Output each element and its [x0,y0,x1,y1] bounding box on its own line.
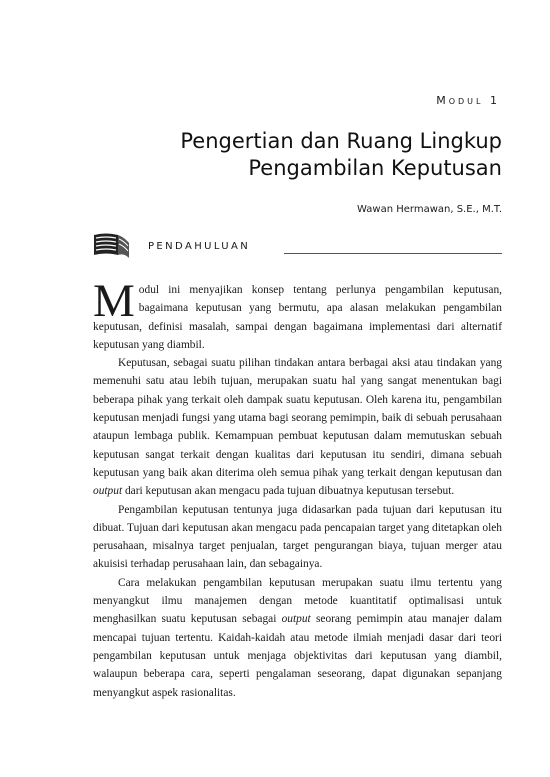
paragraph-3: Pengambilan keputusan tentunya juga didasarkan pada tujuan dari keputusan itu dibuat. Tujuan dari keputusan akan mengacu pada pencapaian target yang ditetapkan oleh perusahaan, misalnya target penjualan, target pengurangan biaya, tujuan merger atau akuisisi terhadap perusahaan lain, dan sebagainya. [93,503,502,571]
italic-term: output [281,613,311,626]
title-line-2: Pengambilan Keputusan [248,156,502,180]
author-name: Wawan Hermawan, S.E., M.T. [357,204,502,215]
italic-term: output [93,485,123,498]
paragraph-4-text-b: seorang pemimpin atau manajer dalam mencapai tujuan tertentu. Kaidah-kaidah atau metode ilmiah menjadi dasar dari teori pengambilan keputusan untuk menjaga objektivitas dari keputusan yang diambil, walaupun beberapa cara, seperti pengalaman seseorang, dapat digunakan sepanjang menyangkut aspek rasionalitas. [93,613,502,699]
book-pages-icon [92,231,132,259]
section-heading: PENDAHULUAN [148,241,251,252]
paragraph-1 [93,275,502,354]
drop-cap: M [93,275,135,327]
paragraph-1-text: odul ini menyajikan konsep tentang perlunya pengambilan keputusan, bagaimana keputusan yang bermutu, apa alasan melakukan pengambilan keputusan, definisi masalah, sampai dengan bagaimana implementasi dari alternatif keputusan yang diambil. [93,284,502,351]
paragraph-4 [93,574,502,702]
section-divider [284,253,502,254]
paragraph-4-text-a: Cara melakukan pengambilan keputusan merupakan suatu ilmu tertentu yang menyangkut ilmu manajemen dengan metode kuantitatif optimalisasi untuk menghasilkan suatu keputusan sebagai [93,576,502,626]
paragraph-2-text-b: dari keputusan akan mengacu pada tujuan dibuatnya keputusan tersebut. [122,485,455,498]
paragraph-2 [93,354,502,500]
paragraph-2-text-a: Keputusan, sebagai suatu pilihan tindakan antara berbagai aksi atau tindakan yang memenuhi satu atau lebih tujuan, merupakan suatu hal yang sangat menentukan bagi beberapa pihak yang terkait oleh dampak suatu keputusan. Oleh karena itu, pengambilan keputusan menjadi fungsi yang utama bagi seorang pemimpin, baik di sebuah perusahaan ataupun lembaga publik. Kemampuan pembuat keputusan dalam memutuskan sebuah keputusan sangat terkait dengan kualitas dari keputusan itu sendiri, dimana sebuah keputusan yang baik akan diterima oleh semua pihak yang terkait dengan keputusan dan [93,357,502,479]
body-text [93,275,502,702]
page-title [82,128,502,182]
module-label: Modul 1 [436,94,500,107]
title-line-1: Pengertian dan Ruang Lingkup [180,129,502,153]
